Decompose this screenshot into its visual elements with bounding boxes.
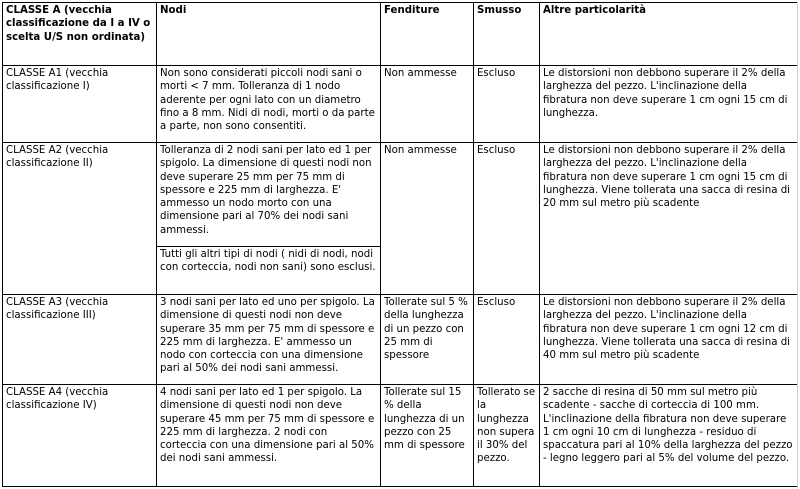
cell-fenditure: Tollerate sul 15 % della lunghezza di un pezzo con 25 mm di spessore	[381, 385, 474, 487]
sheet-gridline	[797, 2, 798, 489]
cell-smusso: Tollerato se la lunghezza non supera il 30% del pezzo.	[474, 385, 540, 487]
cell-altre: Le distorsioni non debbono superare il 2% della larghezza del pezzo. L'inclinazione della fibratura non deve superare 1 cm ogni 12 cm di lunghezza. Viene tollerata una sacca di resina di 40 mm sul metro più scadente	[540, 295, 798, 385]
classification-table	[2, 2, 798, 487]
cell-nodi: 3 nodi sani per lato ed uno per spigolo. La dimensione di questi nodi non deve superare 35 mm per 75 mm di spessore e 225 mm di larghezza. E' ammesso un nodo con corteccia con una dimensione pari al 50% dei nodi sani ammessi.	[157, 295, 381, 385]
table-row	[3, 385, 798, 487]
cell-classe: CLASSE A2 (vecchia classificazione II)	[3, 143, 157, 295]
table-row	[3, 66, 798, 143]
cell-classe: CLASSE A1 (vecchia classificazione I)	[3, 66, 157, 143]
cell-fenditure: Tollerate sul 5 % della lunghezza di un pezzo con 25 mm di spessore	[381, 295, 474, 385]
cell-fenditure: Non ammesse	[381, 66, 474, 143]
cell-smusso: Escluso	[474, 295, 540, 385]
cell-smusso: Escluso	[474, 66, 540, 143]
cell-fenditure: Non ammesse	[381, 143, 474, 295]
cell-classe: CLASSE A3 (vecchia classificazione III)	[3, 295, 157, 385]
header-altre: Altre particolarità	[540, 3, 798, 66]
cell-nodi: Non sono considerati piccoli nodi sani o morti < 7 mm. Tolleranza di 1 nodo aderente per ogni lato con un diametro fino a 8 mm. Nidi di nodi, morti o da parte a parte, non sono consentiti.	[157, 66, 381, 143]
header-fenditure: Fenditure	[381, 3, 474, 66]
cell-nodi-extra: Tutti gli altri tipi di nodi ( nidi di nodi, nodi con corteccia, nodi non sani) sono esclusi.	[157, 247, 381, 295]
table-row	[3, 295, 798, 385]
cell-altre: 2 sacche di resina di 50 mm sul metro più scadente - sacche di corteccia di 100 mm. L'inclinazione della fibratura non deve superare 1 cm ogni 10 cm di lunghezza - residuo di spaccatura pari al 10% della larghezza del pezzo - legno leggero pari al 5% del volume del pezzo.	[540, 385, 798, 487]
cell-nodi: Tolleranza di 2 nodi sani per lato ed 1 per spigolo. La dimensione di questi nodi non deve superare 25 mm per 75 mm di spessore e 225 mm di larghezza. E' ammesso un nodo morto con una dimensione pari al 70% dei nodi sani ammessi.	[157, 143, 381, 247]
cell-altre: Le distorsioni non debbono superare il 2% della larghezza del pezzo. L'inclinazione della fibratura non deve superare 1 cm ogni 15 cm di lunghezza.	[540, 66, 798, 143]
header-smusso: Smusso	[474, 3, 540, 66]
cell-altre: Le distorsioni non debbono superare il 2% della larghezza del pezzo. L'inclinazione della fibratura non deve superare 1 cm ogni 15 cm di lunghezza. Viene tollerata una sacca di resina di 20 mm sul metro più scadente	[540, 143, 798, 295]
header-nodi: Nodi	[157, 3, 381, 66]
header-row	[3, 3, 798, 66]
cell-classe: CLASSE A4 (vecchia classificazione IV)	[3, 385, 157, 487]
cell-nodi: 4 nodi sani per lato ed 1 per spigolo. La dimensione di questi nodi non deve superare 45 mm per 75 mm di spessore e 225 mm di larghezza. 2 nodi con corteccia con una dimensione pari al 50% dei nodi sani ammessi.	[157, 385, 381, 487]
header-classe: CLASSE A (vecchia classificazione da I a IV o scelta U/S non ordinata)	[3, 3, 157, 66]
table-row	[3, 143, 798, 247]
cell-smusso: Escluso	[474, 143, 540, 295]
